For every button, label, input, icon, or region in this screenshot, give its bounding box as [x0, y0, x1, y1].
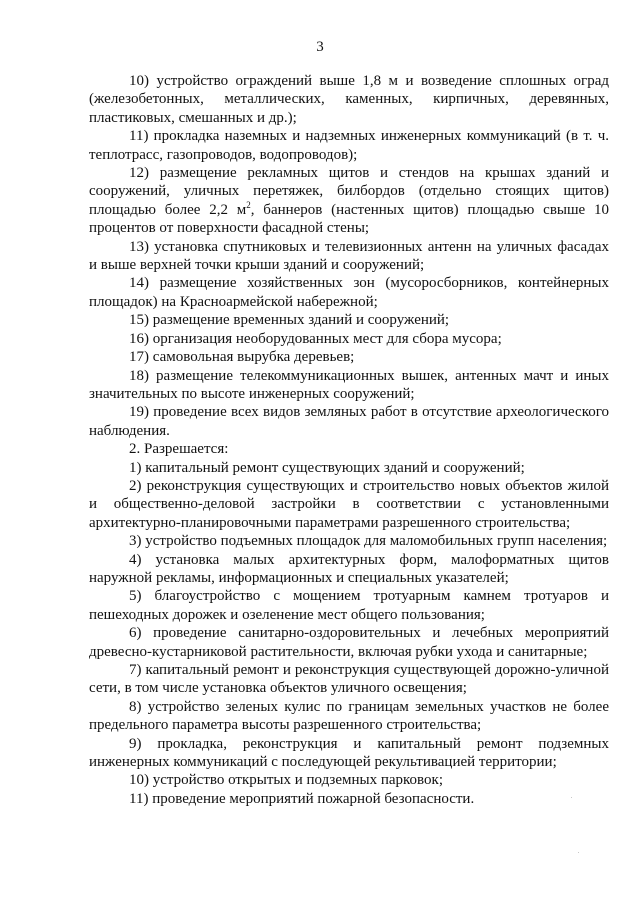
list-item-allowed-9: 9) прокладка, реконструкция и капитальный ремонт подземных инженерных коммуникаций с последующей рекультивацией территории; — [89, 735, 609, 771]
list-item-prohibited-18: 18) размещение телекоммуникационных вышек, антенных мачт и иных значительных по высоте инженерных сооружений; — [89, 367, 609, 402]
list-item-allowed-8: 8) устройство зеленых кулис по границам земельных участков не более предельного параметра высоты разрешенного строительства; — [89, 698, 609, 734]
list-item-prohibited-12 — [89, 164, 609, 238]
list-item-allowed-7: 7) капитальный ремонт и реконструкция существующей дорожно-уличной сети, в том числе установка объектов уличного освещения; — [89, 662, 609, 697]
scan-speck — [578, 852, 579, 853]
list-item-prohibited-11: 11) прокладка наземных и надземных инженерных коммуникаций (в т. ч. теплотрасс, газопроводов, водопроводов); — [89, 128, 609, 163]
list-item-prohibited-13: 13) установка спутниковых и телевизионных антенн на уличных фасадах и выше верхней точки крыши зданий и сооружений; — [89, 238, 609, 274]
list-item-prohibited-14: 14) размещение хозяйственных зон (мусоросборников, контейнерных площадок) на Красноармейской набережной; — [89, 275, 609, 310]
list-item-allowed-4: 4) установка малых архитектурных форм, малоформатных щитов наружной рекламы, информационных и специальных указателей; — [89, 551, 609, 586]
item-12-text-end: , баннеров (настенных щитов) площадью свыше 10 процентов от поверхности фасадной стены; — [89, 201, 609, 237]
list-item-prohibited-17: 17) самовольная вырубка деревьев; — [129, 349, 355, 366]
list-item-allowed-6: 6) проведение санитарно-оздоровительных и лечебных мероприятий древесно-кустарниковой растительности, включая рубки ухода и санитарные; — [89, 625, 609, 660]
list-item-allowed-2: 2) реконструкция существующих и строительство новых объектов жилой и общественно-деловой застройки в соответствии с установленными архитектурно-планировочными параметрами разрешенного строительства; — [89, 477, 609, 531]
list-item-prohibited-15: 15) размещение временных зданий и сооружений; — [129, 312, 450, 329]
page-number: 3 — [316, 39, 324, 55]
list-item-allowed-11: 11) проведение мероприятий пожарной безопасности. — [129, 790, 475, 807]
list-item-allowed-3: 3) устройство подъемных площадок для маломобильных групп населения; — [129, 533, 608, 550]
list-item-allowed-1: 1) капитальный ремонт существующих зданий и сооружений; — [129, 459, 525, 476]
scan-speck — [571, 797, 572, 798]
section-heading-allowed: 2. Разрешается: — [129, 441, 229, 458]
item-12-superscript: 2 — [246, 199, 251, 210]
list-item-allowed-10: 10) устройство открытых и подземных парковок; — [129, 772, 443, 789]
document-body — [89, 72, 609, 808]
list-item-prohibited-10: 10) устройство ограждений выше 1,8 м и возведение сплошных оград (железобетонных, металлических, каменных, кирпичных, деревянных, пластиковых, смешанных и др.); — [89, 73, 609, 126]
item-12-text-start: 12) размещение рекламных щитов и стендов на крышах зданий и сооружений, уличных перетяжек, билбордов (отдельно стоящих щитов) площадью более 2,2 м — [89, 165, 609, 218]
list-item-allowed-5: 5) благоустройство с мощением тротуарным камнем тротуаров и пешеходных дорожек и озеленение мест общего пользования; — [89, 588, 609, 623]
list-item-prohibited-16: 16) организация необорудованных мест для сбора мусора; — [129, 330, 502, 347]
list-item-prohibited-19: 19) проведение всех видов земляных работ в отсутствие археологического наблюдения. — [89, 404, 609, 439]
